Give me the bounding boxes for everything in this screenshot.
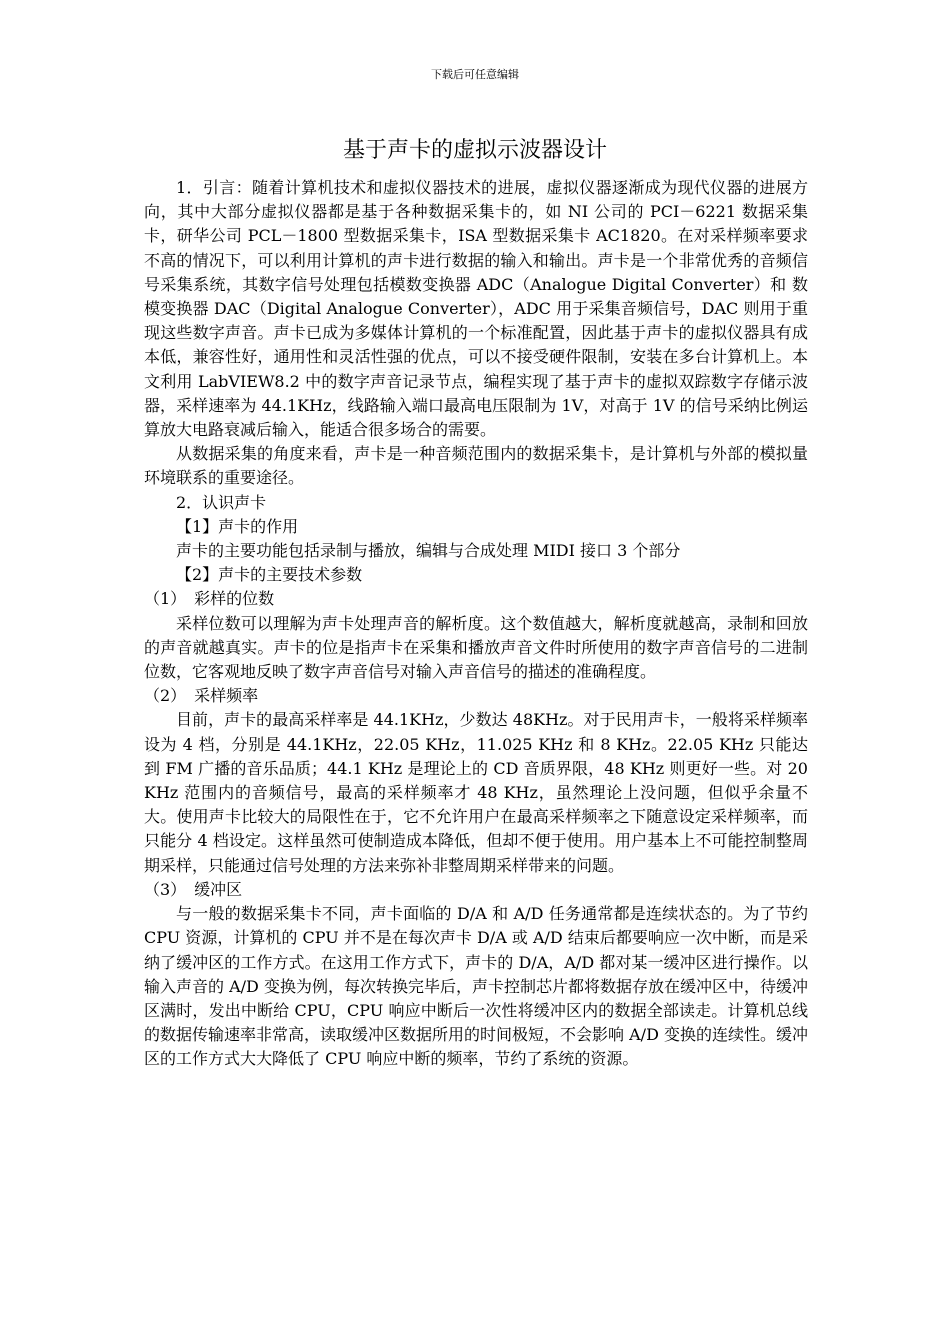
item-heading-bit-depth: （1） 彩样的位数 [144, 589, 275, 609]
page-header-note: 下载后可任意编辑 [431, 68, 519, 81]
paragraph-sample-rate: 目前，声卡的最高采样率是 44.1KHz，少数达 48KHz。对于民用声卡，一般将采样频率设为 4 档，分别是 44.1KHz，22.05 KHz，11.025 KHz 和 8 KHz。22.05 KHz 只能达到 FM 广播的音乐品质；44.1 KHz 是理论上的 CD 音质界限，48 KHz 则更好一些。对 20 KHz 范围内的音频信号，最高的采样频率才 48 KHz，虽然理论上没问题，但似乎余量不大。使用声卡比较大的局限性在于，它不允许用户在最高采样频率之下随意设定采样频率，而只能分 4 档设定。这样虽然可使制造成本降低，但却不便于使用。用户基本上不可能控制整周期采样，只能通过信号处理的方法来弥补非整周期采样带来的问题。 [144, 710, 808, 875]
paragraph-introduction: 1．引言：随着计算机技术和虚拟仪器技术的进展，虚拟仪器逐渐成为现代仪器的进展方向，其中大部分虚拟仪器都是基于各种数据采集卡的，如 NI 公司的 PCI－6221 数据采集卡，研华公司 PCL－1800 型数据采集卡，ISA 型数据采集卡 AC1820。在对采样频率要求不高的情况下，可以利用计算机的声卡进行数据的输入和输出。声卡是一个非常优秀的音频信号采集系统，其数字信号处理包括模数变换器 ADC（Analogue Digital Converter）和 数模变换器 DAC（Digital Analogue Converter），ADC 用于采集音频信号，DAC 则用于重现这些数字声音。声卡已成为多媒体计算机的一个标准配置，因此基于声卡的虚拟仪器具有成本低，兼容性好，通用性和灵活性强的优点，可以不接受硬件限制，安装在多台计算机上。本文利用 LabVIEW8.2 中的数字声音记录节点，编程实现了基于声卡的虚拟双踪数字存储示波器，采样速率为 44.1KHz，线路输入端口最高电压限制为 1V，对高于 1V 的信号采纳比例运算放大电路衰减后输入，能适合很多场合的需要。 [144, 178, 808, 440]
subsection-heading-function: 【1】声卡的作用 [176, 516, 299, 536]
paragraph-data-acquisition: 从数据采集的角度来看，声卡是一种音频范围内的数据采集卡，是计算机与外部的模拟量环境联系的重要途径。 [144, 444, 808, 488]
section-heading-sound-card: 2．认识声卡 [176, 492, 267, 512]
paragraph-function: 声卡的主要功能包括录制与播放，编辑与合成处理 MIDI 接口 3 个部分 [176, 541, 681, 561]
paragraph-bit-depth: 采样位数可以理解为声卡处理声音的解析度。这个数值越大，解析度就越高，录制和回放的声音就越真实。声卡的位是指声卡在采集和播放声音文件时所使用的数字声音信号的二进制位数，它客观地反映了数字声音信号对输入声音信号的描述的准确程度。 [144, 613, 808, 682]
paragraph-buffer: 与一般的数据采集卡不同，声卡面临的 D/A 和 A/D 任务通常都是连续状态的。为了节约 CPU 资源，计算机的 CPU 并不是在每次声卡 D/A 或 A/D 结束后都要响应一次中断，而是采纳了缓冲区的工作方式。在这用工作方式下，声卡的 D/A，A/D 都对某一缓冲区进行操作。以输入声音的 A/D 变换为例，每次转换完毕后，声卡控制芯片都将数据存放在缓冲区中，待缓冲区满时，发出中断给 CPU，CPU 响应中断后一次性将缓冲区内的数据全部读走。计算机总线的数据传输速率非常高，读取缓冲区数据所用的时间极短，不会影响 A/D 变换的连续性。缓冲区的工作方式大大降低了 CPU 响应中断的频率，节约了系统的资源。 [144, 904, 808, 1069]
document-body [144, 176, 808, 1072]
item-heading-sample-rate: （2） 采样频率 [144, 686, 259, 706]
item-heading-buffer: （3） 缓冲区 [144, 879, 243, 899]
document-title: 基于声卡的虚拟示波器设计 [342, 138, 607, 163]
subsection-heading-parameters: 【2】声卡的主要技术参数 [176, 565, 363, 585]
